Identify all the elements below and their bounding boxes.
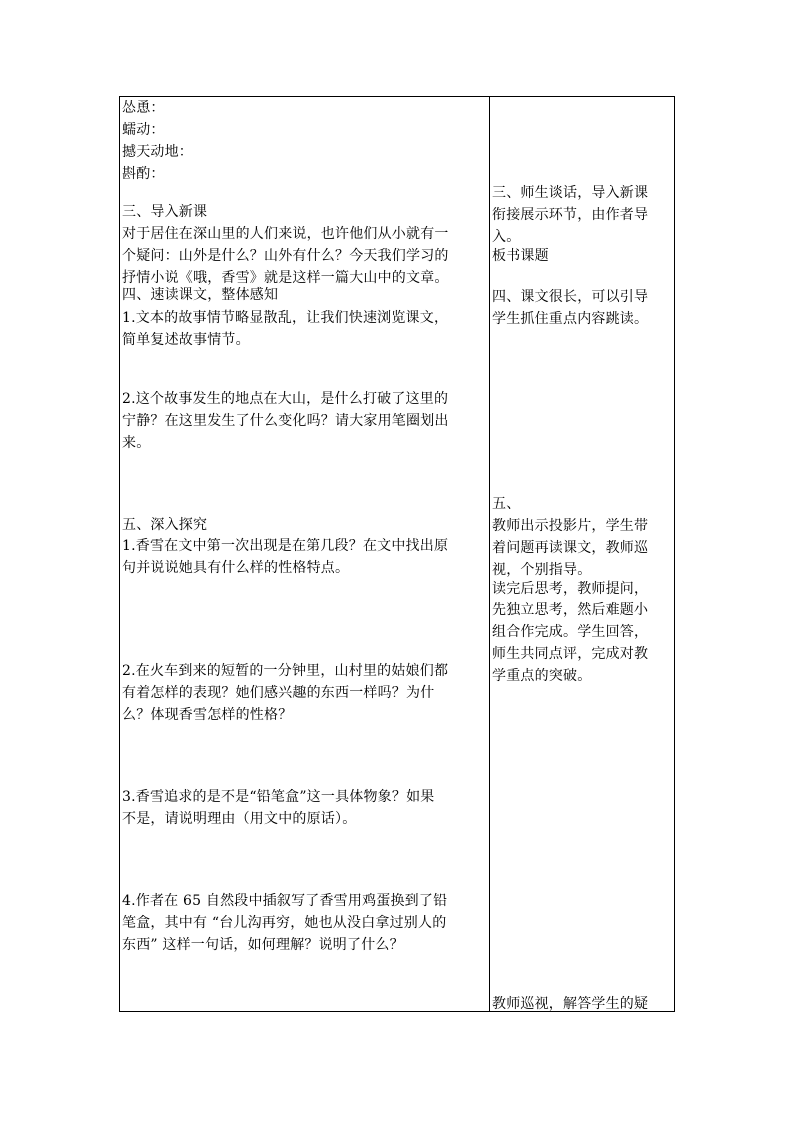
text-line: 东西” 这样一句话，如何理解？说明了什么？ [122, 937, 404, 953]
text-line: 个疑问：山外是什么？山外有什么？今天我们学习的 [122, 248, 449, 264]
text-line: 1.香雪在文中第一次出现是在第几段？在文中找出原 [122, 538, 449, 554]
text-line: 三、师生谈话，导入新课 [492, 185, 649, 201]
text-line: 入。 [492, 229, 521, 245]
text-line: 撼天动地： [122, 144, 193, 160]
text-line: 句并说说她具有什么样的性格特点。 [122, 560, 350, 576]
text-line: 简单复述故事情节。 [122, 332, 250, 348]
section-heading: 五、 [492, 496, 521, 512]
text-line: 着问题再读课文，教师巡 [492, 540, 649, 556]
text-line: 怂恿： [122, 100, 165, 116]
text-line: 四、课文很长，可以引导 [492, 289, 649, 305]
section-heading: 三、导入新课 [122, 204, 208, 220]
text-line: 抒情小说《哦，香雪》就是这样一篇大山中的文章。 [122, 270, 449, 286]
text-line: 4.作者在 65 自然段中插叙写了香雪用鸡蛋换到了铅 [122, 893, 448, 909]
text-line: 有着怎样的表现？她们感兴趣的东西一样吗？为什 [122, 685, 435, 701]
text-line: 衔接展示环节，由作者导 [492, 207, 649, 223]
text-line: 视，个别指导。 [492, 562, 592, 578]
text-line: 斟酌： [122, 166, 165, 182]
text-line: 么？体现香雪怎样的性格？ [122, 707, 293, 723]
text-line: 2.在火车到来的短暂的一分钟里，山村里的姑娘们都 [122, 663, 449, 679]
text-line: 宁静？在这里发生了什么变化吗？请大家用笔圈划出 [122, 413, 449, 429]
teaching-method-cell [490, 97, 674, 1011]
text-line: 教师出示投影片，学生带 [492, 518, 649, 534]
teaching-content-cell [120, 97, 489, 1011]
text-line: 蠕动： [122, 122, 165, 138]
text-line: 不是，请说明理由（用文中的原话）。 [122, 811, 357, 827]
text-line: 来。 [122, 435, 151, 451]
text-line: 师生共同点评，完成对教 [492, 646, 649, 662]
text-line: 2.这个故事发生的地点在大山，是什么打破了这里的 [122, 391, 449, 407]
text-line: 1.文本的故事情节略显散乱，让我们快速浏览课文， [122, 310, 449, 326]
section-heading: 五、深入探究 [122, 517, 208, 533]
text-line: 先独立思考，然后难题小 [492, 602, 649, 618]
text-line: 学重点的突破。 [492, 668, 592, 684]
text-line: 板书课题 [492, 248, 549, 264]
lesson-plan-table [119, 96, 675, 1012]
text-line: 组合作完成。学生回答， [492, 624, 649, 640]
text-line: 读完后思考，教师提问， [492, 581, 649, 597]
text-line: 笔盒，其中有 “台儿沟再穷，她也从没白拿过别人的 [122, 915, 447, 931]
section-heading: 四、速读课文，整体感知 [122, 287, 279, 303]
text-line: 教师巡视，解答学生的疑 [492, 996, 649, 1011]
text-line: 3.香雪追求的是不是“铅笔盒”这一具体物象？如果 [122, 789, 435, 805]
text-line: 学生抓住重点内容跳读。 [492, 311, 649, 327]
text-line: 对于居住在深山里的人们来说，也许他们从小就有一 [122, 226, 449, 242]
